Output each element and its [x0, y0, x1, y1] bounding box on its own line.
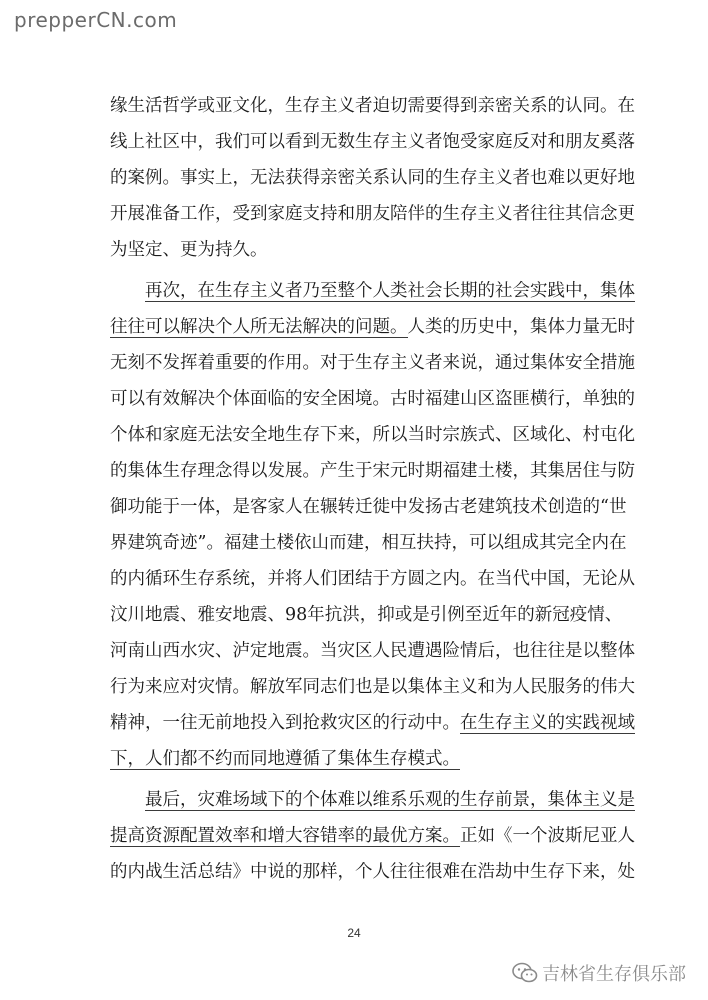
- text-line: 开展准备工作，受到家庭支持和朋友陪伴的生存主义者往往其信念更: [110, 204, 635, 224]
- text-line: [110, 818, 635, 854]
- text-line: [110, 273, 635, 309]
- text-line: 界建筑奇迹”。福建土楼依山而建，相互扶持，可以组成其完全内在: [110, 533, 627, 553]
- text-line: 线上社区中，我们可以看到无数生存主义者饱受家庭反对和朋友奚落: [110, 132, 635, 152]
- text-line: 个体和家庭无法安全地生存下来，所以当时宗族式、区域化、村屯化: [110, 425, 635, 445]
- text-line: [110, 309, 635, 345]
- brand-label: 吉林省生存俱乐部: [542, 964, 686, 985]
- site-watermark: prepperCN.com: [14, 8, 178, 32]
- plain-text: 正如《一个波斯尼亚人: [460, 826, 635, 846]
- underlined-text: 再次，在生存主义者乃至整个人类社会长期的社会实践中，集体: [145, 281, 635, 301]
- text-line: [110, 782, 635, 818]
- text-line: [110, 705, 635, 741]
- text-line: 的集体生存理念得以发展。产生于宋元时期福建土楼，其集居住与防: [110, 461, 635, 481]
- underlined-text: 在生存主义的实践视域: [460, 713, 635, 733]
- plain-text: 精神，一往无前地投入到抢救灾区的行动中。: [110, 713, 460, 733]
- plain-text: 人类的历史中，集体力量无时: [407, 317, 635, 337]
- page-number: 24: [347, 926, 361, 940]
- brand-watermark: [512, 960, 686, 986]
- underlined-text: 下，人们都不约而同地遵循了集体生存模式。: [110, 749, 460, 769]
- text-line: 缘生活哲学或亚文化，生存主义者迫切需要得到亲密关系的认同。在: [110, 96, 635, 116]
- text-line: 的内循环生存系统，并将人们团结于方圆之内。在当代中国，无论从: [110, 569, 635, 589]
- text-line: [110, 741, 608, 777]
- text-line: 为坚定、更为持久。: [110, 240, 268, 260]
- text-line: 御功能于一体，是客家人在辗转迁徙中发扬古老建筑技术创造的“世: [110, 497, 627, 517]
- text-line: 的内战生活总结》中说的那样，个人往往很难在浩劫中生存下来，处: [110, 862, 635, 882]
- underlined-text: 最后，灾难场域下的个体难以维系乐观的生存前景，集体主义是: [145, 790, 635, 810]
- text-line: 汶川地震、雅安地震、98年抗洪，抑或是引例至近年的新冠疫情、: [110, 605, 623, 625]
- text-line: 的案例。事实上，无法获得亲密关系认同的生存主义者也难以更好地: [110, 168, 635, 188]
- text-line: 无刻不发挥着重要的作用。对于生存主义者来说，通过集体安全措施: [110, 353, 635, 373]
- body-text: [110, 88, 635, 890]
- text-line: 行为来应对灾情。解放军同志们也是以集体主义和为人民服务的伟大: [110, 677, 635, 697]
- text-line: 河南山西水灾、泸定地震。当灾区人民遭遇险情后，也往往是以整体: [110, 641, 635, 661]
- underlined-text: 提高资源配置效率和增大容错率的最优方案。: [110, 826, 460, 846]
- wechat-icon: [512, 962, 538, 984]
- underlined-text: 往往可以解决个人所无法解决的问题。: [110, 317, 408, 337]
- text-line: 可以有效解决个体面临的安全困境。古时福建山区盗匪横行，单独的: [110, 389, 635, 409]
